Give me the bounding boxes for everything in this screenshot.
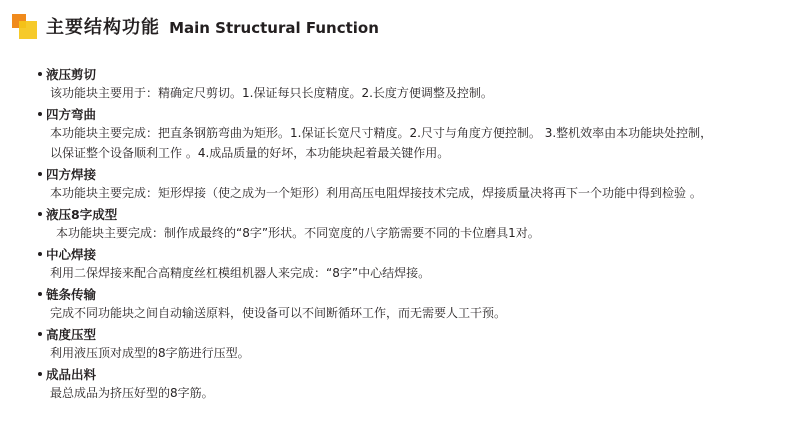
bullet-icon <box>38 212 42 216</box>
section-title: 高度压型 <box>46 326 97 342</box>
description-line: 本功能块主要完成：矩形焊接（使之成为一个矩形）利用高压电阻焊接技术完成，焊接质量决将再下一个功能中得到检验 。 <box>50 186 702 200</box>
section-title: 四方焊接 <box>46 166 97 182</box>
bullet-icon <box>38 112 42 116</box>
bullet-icon <box>38 172 42 176</box>
section-hydraulic-shearing <box>38 64 798 103</box>
section-heading <box>38 244 798 263</box>
page-title-english: Main Structural Function <box>169 19 379 37</box>
section-title: 中心焊接 <box>46 246 97 262</box>
section-heading <box>38 164 798 183</box>
bullet-icon <box>38 252 42 256</box>
section-chain-transmission <box>38 284 798 323</box>
description-line: 本功能块主要完成：把直条钢筋弯曲为矩形。1.保证长宽尺寸精度。2.尺寸与角度方便控制。 3.整机效率由本功能块处控制， <box>50 126 713 140</box>
description-line: 该功能块主要用于：精确定尺剪切。1.保证每只长度精度。2.长度方便调整及控制。 <box>50 86 493 100</box>
section-description <box>38 303 798 323</box>
section-square-welding <box>38 164 798 203</box>
section-heading <box>38 64 798 83</box>
bullet-icon <box>38 372 42 376</box>
section-description <box>38 343 798 363</box>
bullet-icon <box>38 332 42 336</box>
function-list <box>38 64 798 404</box>
section-center-welding <box>38 244 798 283</box>
description-line: 完成不同功能块之间自动输送原料，使设备可以不间断循环工作，而无需要人工干预。 <box>50 306 507 320</box>
section-heading <box>38 364 798 383</box>
section-finished-output <box>38 364 798 403</box>
page-title <box>46 17 379 39</box>
section-title: 液压剪切 <box>46 66 97 82</box>
section-heading <box>38 284 798 303</box>
bullet-icon <box>38 72 42 76</box>
description-line: 利用液压顶对成型的8字筋进行压型。 <box>50 346 250 360</box>
section-heading <box>38 204 798 223</box>
section-title: 链条传输 <box>46 286 97 302</box>
description-line: 最总成品为挤压好型的8字筋。 <box>50 386 214 400</box>
description-line: 利用二保焊接来配合高精度丝杠模组机器人来完成：“8字”中心结焊接。 <box>50 266 431 280</box>
section-description <box>38 123 798 163</box>
section-title: 四方弯曲 <box>46 106 97 122</box>
section-description <box>38 223 798 243</box>
description-line: 以保证整个设备顺利工作 。4.成品质量的好坏，本功能块起着最关键作用。 <box>50 146 450 160</box>
section-description <box>38 83 798 103</box>
section-description <box>38 383 798 403</box>
description-line: 本功能块主要完成：制作成最终的“8字”形状。不同宽度的八字筋需要不同的卡位磨具1对。 <box>56 226 540 240</box>
logo-yellow-square <box>19 21 37 39</box>
brand-logo-mark <box>12 14 38 40</box>
section-title: 成品出料 <box>46 366 97 382</box>
page-title-chinese: 主要结构功能 <box>46 17 160 38</box>
section-title: 液压8字成型 <box>46 206 118 222</box>
bullet-icon <box>38 292 42 296</box>
section-square-bending <box>38 104 798 163</box>
section-heading <box>38 324 798 343</box>
section-heading <box>38 104 798 123</box>
section-hydraulic-8-forming <box>38 204 798 243</box>
section-description <box>38 183 798 203</box>
section-description <box>38 263 798 283</box>
section-height-pressing <box>38 324 798 363</box>
